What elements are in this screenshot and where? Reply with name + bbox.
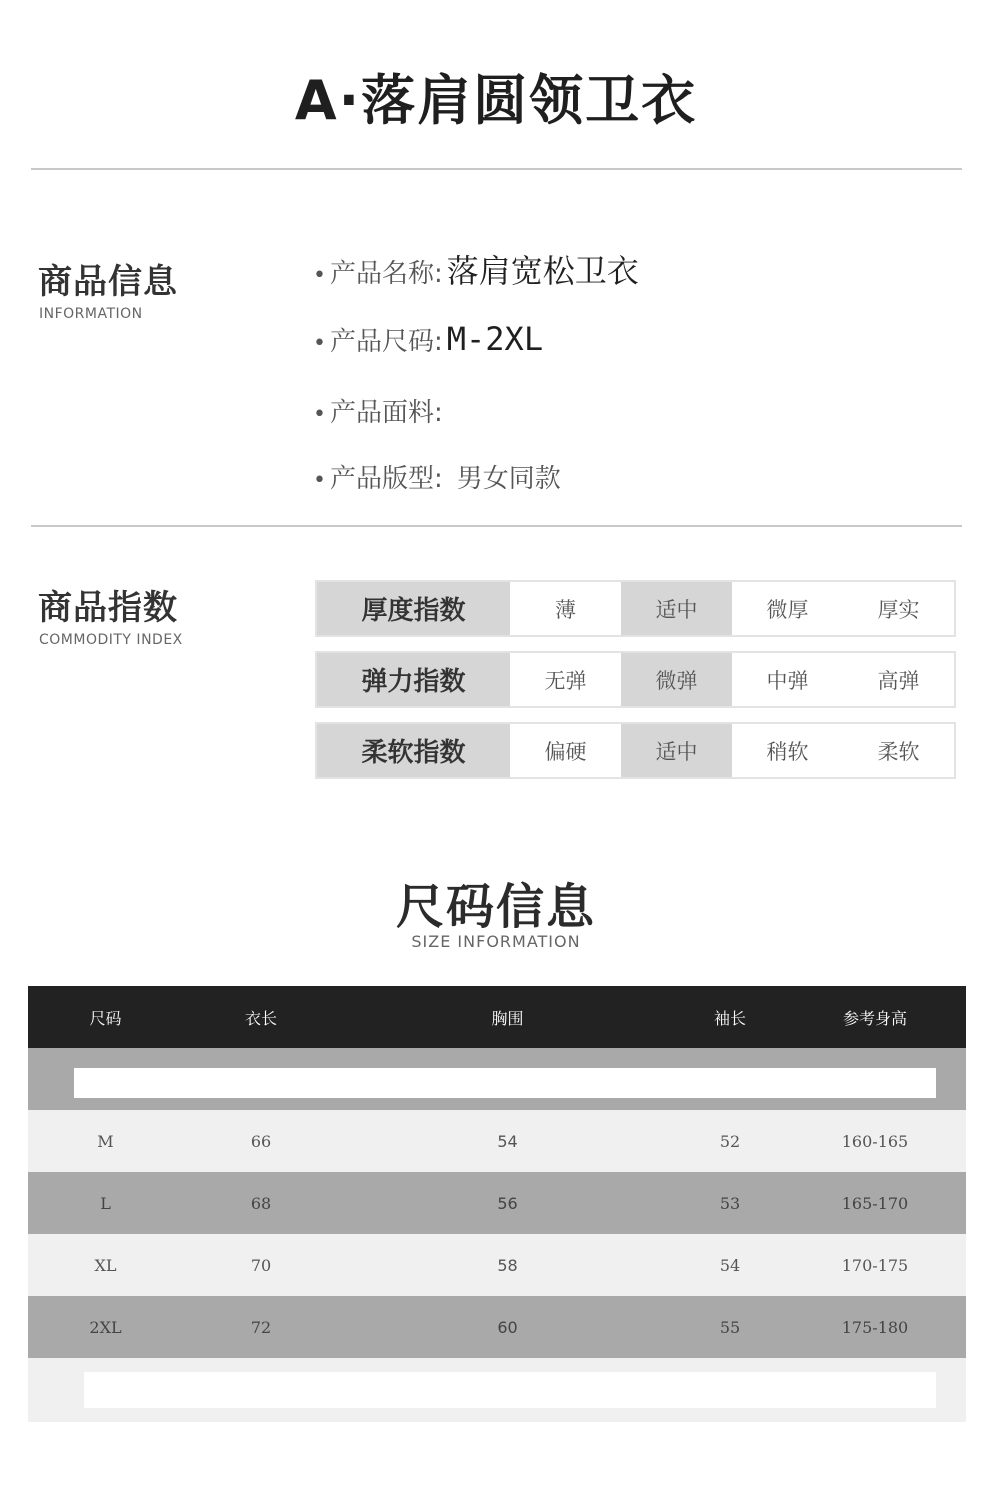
table-cell: 72 <box>250 1317 272 1337</box>
table-cell: 58 <box>497 1255 518 1275</box>
table-row <box>28 1110 966 1172</box>
table-cell: 52 <box>719 1131 741 1151</box>
table-cell: 175-180 <box>841 1317 909 1337</box>
column-header: 胸围 <box>491 1008 524 1028</box>
size-section-subtitle: SIZE INFORMATION <box>411 932 581 951</box>
table-cell: 160-165 <box>841 1131 909 1151</box>
index-option-selected: 适中 <box>621 724 732 777</box>
column-header: 袖长 <box>713 1008 746 1028</box>
index-section-subtitle: COMMODITY INDEX <box>39 632 183 648</box>
table-cell: 170-175 <box>841 1255 909 1275</box>
bullet-icon: • <box>313 468 326 493</box>
table-cell: M <box>97 1131 114 1151</box>
column-header: 尺码 <box>89 1008 122 1028</box>
table-cell: 54 <box>497 1131 518 1151</box>
index-option: 柔软 <box>877 739 920 764</box>
table-cell: 2XL <box>89 1317 122 1337</box>
table-cell: 54 <box>719 1255 741 1275</box>
table-header-row <box>28 986 966 1048</box>
info-item-size <box>313 320 543 358</box>
table-cell: L <box>100 1193 111 1213</box>
index-option: 薄 <box>555 597 576 622</box>
table-spacer-row <box>28 1048 966 1110</box>
spacer-bar <box>74 1068 936 1098</box>
index-row-thickness <box>315 580 956 637</box>
size-table <box>28 986 966 1422</box>
info-value: M-2XL <box>446 320 544 358</box>
divider-top <box>31 168 962 170</box>
column-header: 衣长 <box>244 1008 277 1028</box>
index-row-label: 弹力指数 <box>317 653 510 706</box>
index-row-label: 柔软指数 <box>317 724 510 777</box>
table-footer-row <box>28 1358 966 1422</box>
table-row <box>28 1234 966 1296</box>
info-value: 男女同款 <box>456 464 561 494</box>
info-item-name <box>313 246 639 292</box>
index-option: 中弹 <box>766 668 809 693</box>
index-option: 无弹 <box>544 668 587 693</box>
index-option: 微厚 <box>766 597 809 622</box>
info-label: 产品名称: <box>329 259 443 289</box>
index-option: 厚实 <box>877 597 920 622</box>
info-label: 产品版型: <box>329 464 443 494</box>
divider-middle <box>31 525 962 527</box>
table-row <box>28 1172 966 1234</box>
index-option: 稍软 <box>766 739 809 764</box>
table-cell: 60 <box>497 1317 518 1337</box>
size-section-title: 尺码信息 <box>395 879 596 935</box>
table-cell: 70 <box>250 1255 272 1275</box>
table-cell: XL <box>94 1255 117 1275</box>
bullet-icon: • <box>313 331 326 356</box>
bullet-icon: • <box>313 402 326 427</box>
index-option-selected: 微弹 <box>621 653 732 706</box>
info-section-title: 商品信息 <box>38 262 178 302</box>
table-row <box>28 1296 966 1358</box>
page-title: A·落肩圆领卫衣 <box>294 69 698 132</box>
index-row-softness <box>315 722 956 779</box>
index-option: 偏硬 <box>544 739 587 764</box>
index-option-selected: 适中 <box>621 582 732 635</box>
table-cell: 66 <box>250 1131 272 1151</box>
info-item-fit <box>313 458 561 495</box>
table-cell: 68 <box>250 1193 272 1213</box>
table-cell: 56 <box>497 1193 518 1213</box>
table-cell: 55 <box>719 1317 741 1337</box>
footer-bar <box>84 1372 936 1408</box>
index-row-elasticity <box>315 651 956 708</box>
index-row-label: 厚度指数 <box>317 582 510 635</box>
info-item-fabric <box>313 392 457 429</box>
index-section-title: 商品指数 <box>38 588 178 628</box>
info-label: 产品面料: <box>329 398 443 428</box>
index-option: 高弹 <box>877 668 920 693</box>
info-section-subtitle: INFORMATION <box>39 306 143 322</box>
column-header: 参考身高 <box>842 1008 907 1028</box>
info-label: 产品尺码: <box>329 327 443 357</box>
bullet-icon: • <box>313 263 326 288</box>
table-cell: 165-170 <box>841 1193 909 1213</box>
info-value: 落肩宽松卫衣 <box>446 252 639 290</box>
table-cell: 53 <box>719 1193 741 1213</box>
